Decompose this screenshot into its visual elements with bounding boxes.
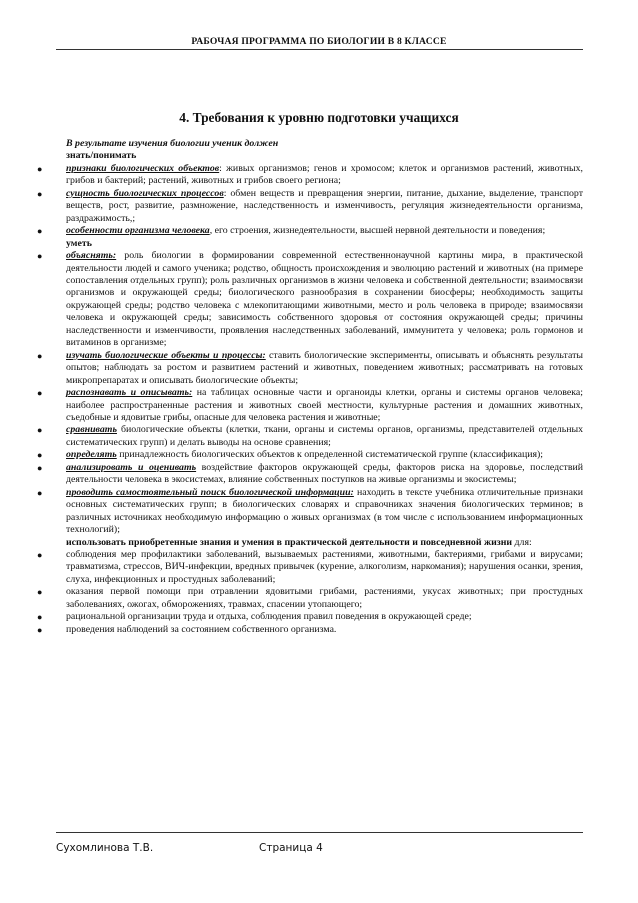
can-heading: уметь: [66, 237, 92, 249]
list-item: [37, 225, 583, 237]
item-term: сущность биологических процессов: [66, 187, 224, 199]
bullet-icon: ●: [37, 450, 43, 461]
use-heading-bold: использовать приобретенные знания и умения в практической деятельности и повседневной жизни: [66, 536, 513, 548]
item-text: оказания первой помощи при отравлении ядовитыми грибами, растениями, укусах животных; при простудных заболеваниях, ожогах, обморожениях, травмах, спасении утопающего;: [66, 586, 583, 610]
item-text: ставить биологические эксперименты, описывать и объяснять результаты опытов; наблюдать за ростом и развитием растений и животных, поведением животных; рассматривать на готовых микропрепаратах и описывать биологические объекты;: [66, 349, 583, 386]
list-item: [37, 548, 583, 586]
list-item: [37, 461, 583, 487]
use-heading-tail: для:: [512, 536, 532, 548]
document-body: [37, 138, 583, 636]
bullet-icon: ●: [37, 188, 43, 199]
item-text: воздействие факторов окружающей среды, факторов риска на здоровье, последствий деятельности человека в экосистемах, влияние собственных поступков на живые организмы и экосистемы;: [66, 461, 583, 486]
bullet-icon: ●: [37, 587, 43, 598]
item-term: проводить самостоятельный поиск биологической информации:: [66, 486, 354, 498]
bullet-icon: ●: [37, 624, 43, 635]
item-text: : обмен веществ и превращения энергии, питание, дыхание, выделение, транспорт веществ, рост, развитие, размножение, наследственность и изменчивость, регуляция жизнедеятельности организма, раздражимость,;: [66, 187, 583, 224]
item-text: проведения наблюдений за состоянием собственного организма.: [66, 623, 337, 635]
item-text: находить в тексте учебника отличительные признаки основных систематических групп; в биологических словарях и справочниках значения биологических терминов; в различных источниках необходимую информацию о живых организмах (в том числе с использованием информационных технологий);: [66, 486, 583, 536]
list-item: [37, 486, 583, 537]
item-term: объяснять:: [66, 250, 117, 262]
item-text: рациональной организации труда и отдыха, соблюдения правил поведения в окружающей среде;: [66, 611, 472, 623]
item-text: на таблицах основные части и органоиды клетки, органы и системы органов человека; наиболее распространенные растения и животных своей местности, культурные растения и домашних животных, съедобные и ядовитые грибы, опасные для человека растения и животные;: [66, 387, 583, 423]
bullet-icon: ●: [37, 425, 43, 436]
intro-text: В результате изучения биологии ученик должен: [66, 138, 279, 149]
list-item: [37, 449, 583, 461]
section-title: 4. Требования к уровню подготовки учащихся: [179, 110, 459, 125]
item-term: определять: [66, 449, 117, 461]
footer-author: Сухомлинова Т.В.: [56, 842, 154, 854]
item-text: принадлежность биологических объектов к определенной систематической группе (классификация);: [116, 449, 544, 461]
item-text: : живых организмов; генов и хромосом; клеток и организмов растений, животных, грибов и бактерий; растений, животных и грибов своего региона;: [66, 162, 583, 187]
list-item: [37, 586, 583, 611]
item-text: биологические объекты (клетки, ткани, органы и системы органов, организмы, представителей отдельных систематических групп) и делать выводы на основе сравнения;: [66, 424, 583, 448]
use-heading: [66, 537, 583, 549]
bullet-icon: ●: [37, 388, 43, 399]
footer-divider: [56, 832, 583, 833]
bullet-icon: ●: [37, 350, 43, 361]
bullet-icon: ●: [37, 462, 43, 473]
item-term: сравнивать: [66, 424, 117, 436]
header-divider: [56, 49, 583, 50]
know-heading: знать/понимать: [66, 150, 137, 162]
item-text: соблюдения мер профилактики заболеваний, вызываемых растениями, животными, бактериями, грибами и вирусами; травматизма, стрессов, ВИЧ-инфекции, вредных привычек (курение, алкоголизм, наркомания); нарушения осанки, зрения, слуха, инфекционных и простудных заболеваний;: [66, 548, 583, 585]
bullet-icon: ●: [37, 163, 43, 174]
list-item: [37, 424, 583, 449]
item-term: изучать биологические объекты и процессы:: [66, 349, 266, 361]
item-term: анализировать и оценивать: [66, 461, 197, 473]
item-term: особенности организма человека: [66, 225, 210, 237]
list-item: [37, 162, 583, 188]
item-text: , его строения, жизнедеятельности, высшей нервной деятельности и поведения;: [209, 225, 546, 237]
bullet-icon: ●: [37, 226, 43, 237]
bullet-icon: ●: [37, 487, 43, 498]
list-item: [37, 623, 583, 636]
bullet-icon: ●: [37, 549, 43, 560]
item-text: роль биологии в формировании современной естественнонаучной картины мира, в практической деятельности людей и самого ученика; родство, общность происхождения и эволюцию растений и животных (на примере сопоставления отдельных групп); роль различных организмов в жизни человека и собственной деятельности; взаимосвязи организмов и окружающей среды; биологического разнообразия в сохранении биосферы; необходимость защиты окружающей среды; родство человека с млекопитающими животными, место и роль человека в природе; взаимосвязи человека и окружающей среды; зависимость собственного здоровья от состояния окружающей среды; причины наследственности и изменчивости, проявления наследственных заболеваний, иммунитета у человека; роль гормонов и витаминов в организме;: [66, 250, 583, 349]
bullet-icon: ●: [37, 251, 43, 262]
page-header-title: РАБОЧАЯ ПРОГРАММА ПО БИОЛОГИИ В 8 КЛАССЕ: [191, 36, 447, 47]
list-item: [37, 187, 583, 225]
list-item: [37, 611, 583, 623]
item-term: признаки биологических объектов: [66, 162, 220, 174]
list-item: [37, 349, 583, 387]
item-term: распознавать и описывать:: [66, 387, 193, 399]
list-item: [37, 387, 583, 424]
footer-page-number: Страница 4: [259, 842, 323, 854]
list-item: [37, 250, 583, 350]
bullet-icon: ●: [37, 612, 43, 623]
